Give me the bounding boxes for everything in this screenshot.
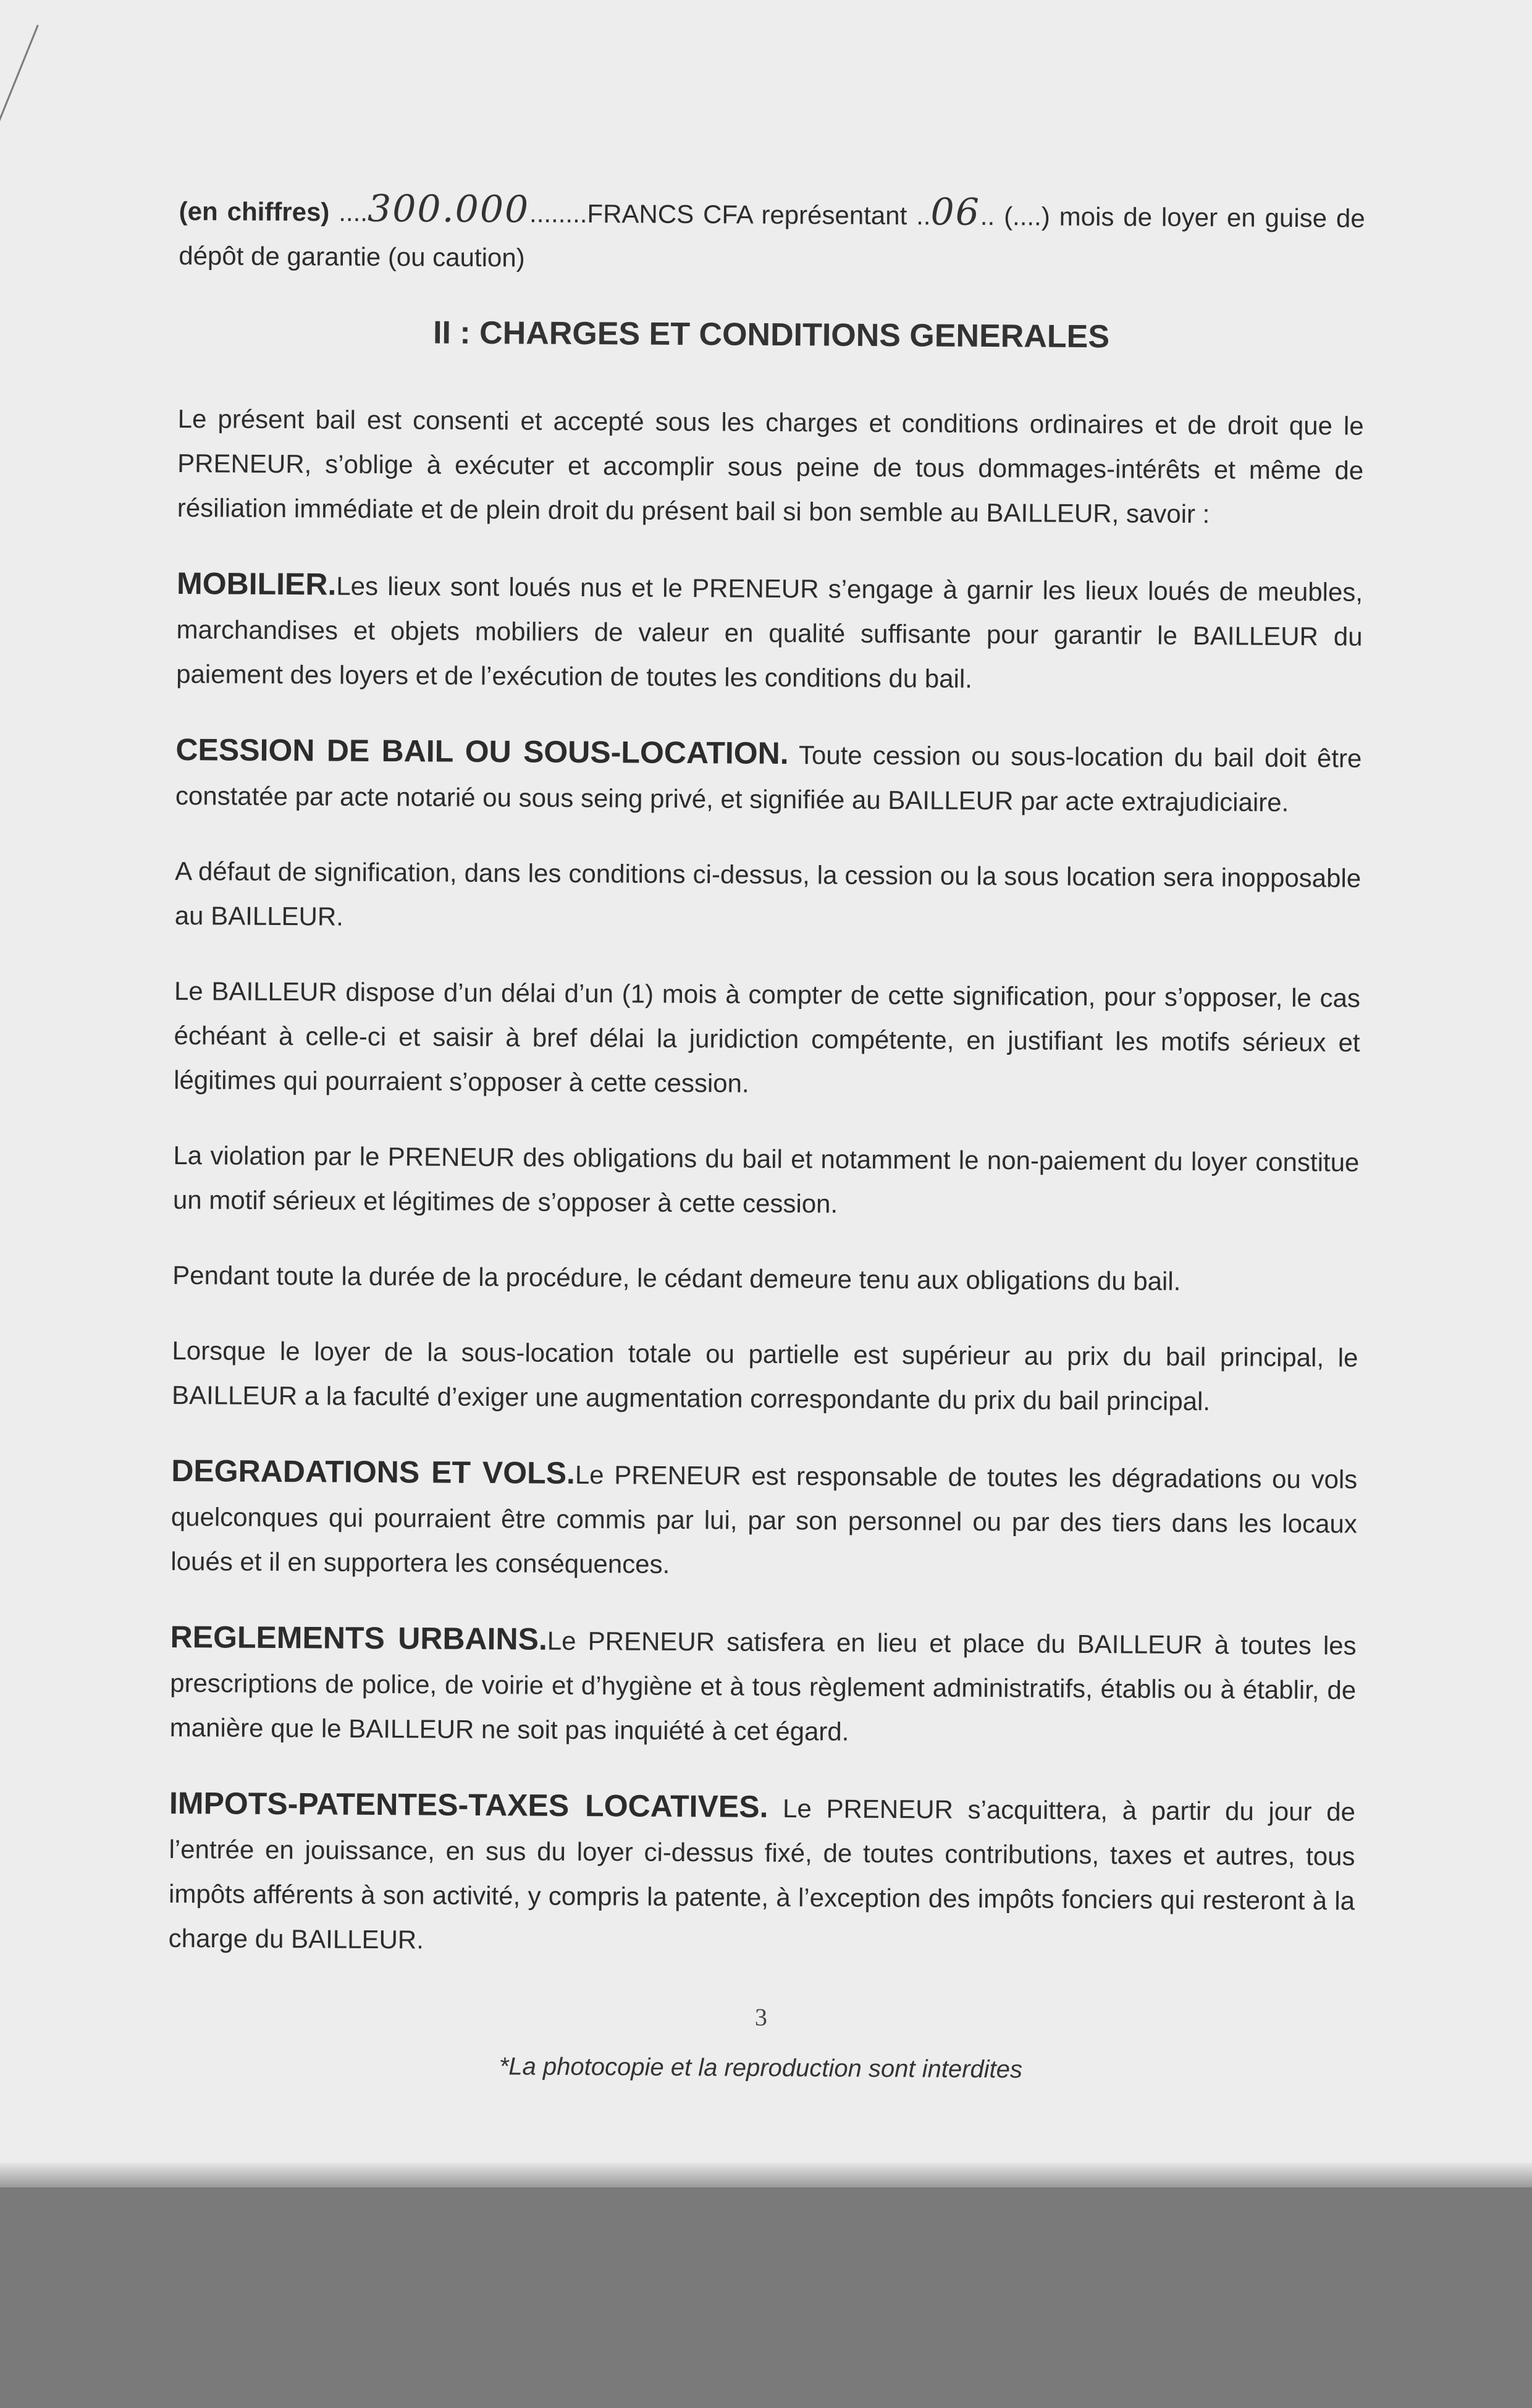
cession-paragraph-6: Lorsque le loyer de la sous-location totale ou partielle est supérieur au prix du bail principal, le BAILLEUR a la faculté d’exiger une augmentation correspondante du prix du bail principal. [171,1335,1358,1416]
impots-text: Le PRENEUR s’acquittera, à partir du jour de l’entrée en jouissance, en sus du loyer ci-dessus fixé, de toutes contributions, taxes et autres, tous impôts afférents à son activité, y compris la patente, à l’exception des impôts fonciers qui resteront à la charge du BAILLEUR. [168,1793,1356,1954]
reglements-heading: REGLEMENTS URBAINS. [170,1619,548,1657]
cession-paragraph-3: Le BAILLEUR dispose d’un délai d’un (1) mois à compter de cette signification, pour s’opposer, le cas échéant à celle-ci et saisir à bref délai la juridiction compétente, en justifiant les motifs sérieux et légitimes qui pourraient s’opposer à cette cession. [174,976,1361,1098]
cession-paragraph [175,727,1362,826]
deposit-dots-1: .... [339,197,368,227]
page-content [167,185,1365,2094]
section-title: II : CHARGES ET CONDITIONS GENERALES [432,315,1110,355]
intro-paragraph: Le présent bail est consenti et accepté sous les charges et conditions ordinaires et de droit que le PRENEUR, s’oblige à exécuter et accomplir sous peine de tous dommages-intérêts et même de résiliation immédiate et de plein droit du présent bail si bon semble au BAILLEUR, savoir : [177,403,1364,529]
page-edge-shadow [0,2163,1532,2187]
mobilier-paragraph [176,561,1363,704]
reglements-paragraph [170,1615,1357,1757]
mobilier-heading: MOBILIER. [176,565,337,602]
deposit-suffix: .. (....) mois de loyer en guise de dépôt de garantie (ou caution) [179,201,1365,272]
impots-heading: IMPOTS-PATENTES-TAXES LOCATIVES. [169,1785,768,1824]
deposit-amount-handwritten: 300.000 [367,187,530,232]
cession-text: Toute cession ou sous-location du bail doit être constatée par acte notarié ou sous seing privé, et signifiée au BAILLEUR par acte extrajudiciaire. [175,740,1362,817]
degradations-heading: DEGRADATIONS ET VOLS. [171,1453,576,1490]
impots-paragraph [168,1781,1355,1968]
cession-paragraph-5: Pendant toute la durée de la procédure, le cédant demeure tenu aux obligations du bail. [172,1260,1181,1296]
deposit-paragraph [179,185,1365,285]
footer-note: *La photocopie et la reproduction sont interdites [499,2053,1023,2084]
scan-mark [0,25,44,303]
mobilier-text: Les lieux sont loués nus et le PRENEUR s’engage à garnir les lieux loués de meubles, marchandises et objets mobiliers de valeur en qualité suffisante pour garantir le BAILLEUR du paiement des loyers et de l’exécution de toutes les conditions du bail. [176,571,1363,693]
deposit-months-handwritten: 06 [930,190,981,234]
deposit-dots-2: ........ [529,198,587,229]
cession-heading: CESSION DE BAIL OU SOUS-LOCATION. [175,732,789,771]
deposit-currency-text: FRANCS CFA représentant .. [587,199,931,230]
deposit-prefix: (en chiffres) [179,196,339,227]
degradations-text: Le PRENEUR est responsable de toutes les dégradations ou vols quelconques qui pourraient être commis par lui, par son personnel ou par des tiers dans les locaux loués et il en supportera les conséquences. [170,1460,1358,1579]
cession-paragraph-2: A défaut de signification, dans les conditions ci-dessus, la cession ou la sous location sera inopposable au BAILLEUR. [174,856,1362,931]
reglements-text: Le PRENEUR satisfera en lieu et place du BAILLEUR à toutes les prescriptions de police, de voirie et d’hygiène et à tous règlement administratifs, établis ou à établir, de manière que le BAILLEUR ne soit pas inquiété à cet égard. [169,1626,1357,1746]
degradations-paragraph [170,1448,1357,1591]
page-number: 3 [754,2003,768,2031]
cession-paragraph-4: La violation par le PRENEUR des obligations du bail et notamment le non-paiement du loyer constitue un motif sérieux et légitimes de s’opposer à cette cession. [172,1140,1360,1219]
